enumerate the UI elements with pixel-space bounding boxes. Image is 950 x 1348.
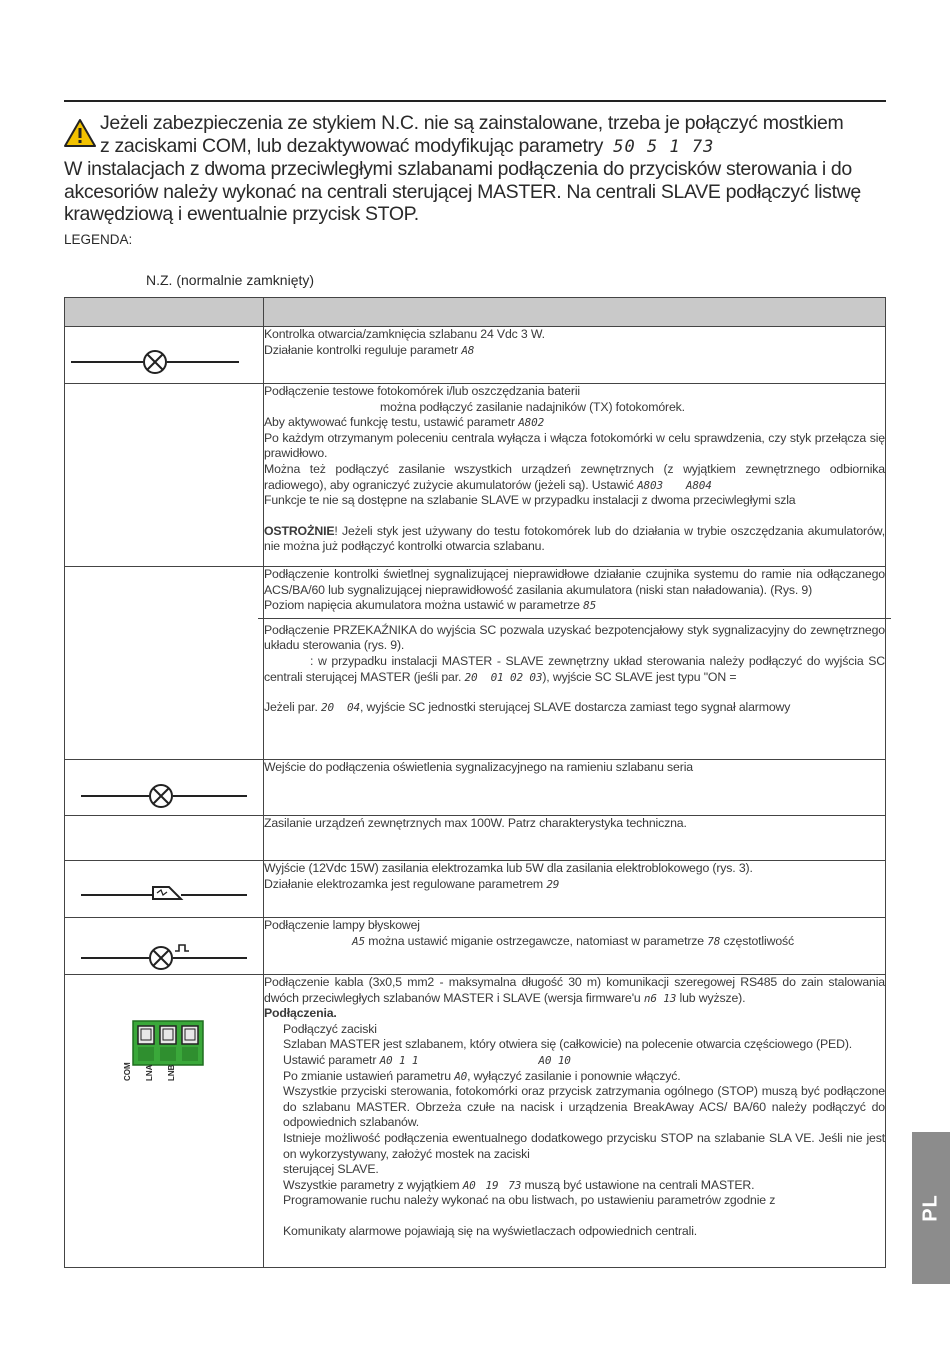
desc-fragment: Wszystkie parametry z wyjątkiem [283, 1177, 460, 1192]
param-code: 01 02 03 [490, 670, 543, 684]
desc-fragment: Poziom napięcia akumulatora można ustawić w parametrze [264, 598, 580, 613]
param-code: 04 [347, 701, 360, 715]
param-code: A0 [454, 1069, 468, 1083]
intro-line2 [64, 135, 886, 159]
desc-fragment: Jeżeli par. [264, 700, 318, 715]
symbol-cell [65, 327, 264, 384]
desc-text [264, 462, 885, 493]
intro-line2-text: z zaciskami COM, lub dezaktywować modyfikując parametry [100, 134, 604, 157]
desc-fragment: Można też podłączyć zasilanie wszystkich urządzeń zewnętrznych (z wyjątkiem zewnętrznego odbiornika radiowego), aby ograniczyć zużycie akumulatorów (jeżeli są). Ustawić [264, 461, 885, 492]
flashing-lamp-symbol-icon [81, 942, 249, 970]
param-code: A804 [685, 478, 712, 492]
desc-fragment: Ustawić parametr [283, 1052, 377, 1067]
param-code: 29 [546, 877, 560, 891]
desc-subsection [258, 567, 891, 618]
desc-text: Istnieje możliwość podłączenia ewentualnego dodatkowego przycisku STOP na szlabanie SLA VE. Jeśli nie jest on wykorzystywany, założyć mostek na zaciski [283, 1130, 885, 1161]
param-code: A0 10 [538, 1053, 571, 1067]
desc-text: Kontrolka otwarcia/zamknięcia szlabanu 24 Vdc 3 W. [264, 327, 545, 341]
desc-text [264, 877, 885, 893]
param-code: 20 [464, 670, 478, 684]
param-code: 78 [707, 934, 721, 948]
desc-text: sterującej SLAVE. [283, 1162, 379, 1177]
param-code: A803 [637, 478, 663, 492]
desc-fragment: ), wyjście SC SLAVE jest typu "ON = [542, 669, 737, 684]
table-row [65, 861, 886, 918]
table-row [65, 918, 886, 975]
spacer [264, 685, 885, 700]
desc-fragment: : w przypadku instalacji MASTER - SLAVE zewnętrzny układ sterowania należy podłączyć do wyjścia SC centrali sterującej MASTER (jeśli par. [264, 653, 885, 684]
desc-text: Podłączyć zaciski [283, 1021, 377, 1036]
desc-text: można podłączyć zasilanie nadajników (TX) fotokomórek. [380, 399, 685, 414]
desc-text [264, 975, 885, 1006]
legend-label: LEGENDA: [64, 232, 133, 247]
param-code: A802 [518, 416, 545, 430]
desc-text: Funkcje te nie są dostępne na szlabanie SLAVE w przypadku instalacji z dwoma przeciwległymi szla [264, 493, 796, 508]
desc-text: Po każdym otrzymanym poleceniu centrala wyłącza i włącza fotokomórki w celu sprawdzenia, czy styk przełącza się prawidłowo. [264, 430, 885, 461]
symbol-cell [65, 861, 264, 918]
param-code: A5 [352, 934, 365, 948]
desc-fragment: , wyłączyć zasilanie i ponownie włączyć. [467, 1068, 681, 1083]
table-row [65, 567, 886, 760]
desc-text [264, 1053, 885, 1069]
desc-fragment: Działanie kontrolki reguluje parametr [264, 342, 459, 357]
intro-para2: W instalacjach z dwoma przeciwległymi szlabanami podłączenia do przycisków sterowania i do akcesoriów należy wykonać na centrali sterującej MASTER. Na centrali SLAVE podłączyć listwę krawędziową i ewentualnie przycisk STOP. [64, 158, 861, 225]
table-row [65, 760, 886, 816]
desc-fragment: Działanie elektrozamka jest regulowane parametrem [264, 876, 544, 891]
param-code: A0 [462, 1178, 476, 1192]
param-code: A8 [461, 343, 475, 357]
description-cell [264, 918, 886, 975]
table-row [65, 816, 886, 861]
desc-fragment: , wyjście SC jednostki sterującej SLAVE dostarcza zamiast tego sygnał alarmowy [359, 700, 791, 715]
desc-text: Podłączenie lampy błyskowej [264, 918, 420, 932]
desc-text [264, 524, 885, 555]
nz-label: N.Z. (normalnie zamknięty) [146, 272, 315, 288]
language-tab [912, 1132, 950, 1284]
desc-text: Komunikaty alarmowe pojawiają się na wyświetlaczach odpowiednich centrali. [283, 1223, 698, 1238]
intro-line1: Jeżeli zabezpieczenia ze stykiem N.C. nie są zainstalowane, trzeba je połączyć mostkiem [100, 112, 844, 134]
symbol-cell [65, 918, 264, 975]
table-row [65, 975, 886, 1268]
header-cell-symbol [65, 298, 264, 327]
legend-table [64, 297, 886, 1268]
symbol-cell [65, 567, 264, 760]
desc-text: Wszystkie przyciski sterowania, fotokomórki oraz przycisk zatrzymania ogólnego (STOP) muszą być podłączone do szlabanu MASTER. Obrzeża czułe na nacisk i urządzenia BreakAway ACS/ BA/60 należy podłączyć do odpowiednich szlabanów. [283, 1084, 885, 1130]
desc-fragment: Aby aktywować funkcję testu, ustawić parametr [264, 415, 515, 430]
param-code: 19 [485, 1178, 499, 1192]
desc-text [264, 934, 885, 950]
desc-text [264, 598, 885, 614]
desc-fragment: Po zmianie ustawień parametru [283, 1068, 451, 1083]
desc-subsection [258, 618, 891, 720]
desc-fragment: ! Jeżeli styk jest używany do testu fotokomórek lub do działania w trybie oszczędzania akumulatorów, nie można już podłączyć kontrolki otwarcia szlabanu. [264, 523, 885, 554]
table-row [65, 384, 886, 567]
desc-text [264, 1178, 885, 1194]
desc-text: Podłączenie kontrolki świetlnej sygnalizującej nieprawidłowe działanie czujnika systemu do ramie nia odłączanego ACS/BA/60 lub sygnalizującej nieprawidłowość zasilania akumulatora (niski stan naładowania). (Rys. 9) [264, 567, 885, 597]
electric-lock-symbol-icon [81, 883, 249, 907]
description-cell [264, 567, 886, 760]
desc-text: Wejście do podłączenia oświetlenia sygnalizacyjnego na ramieniu szlabanu seria [264, 760, 693, 774]
intro-line2-codes: 50 5 1 73 [613, 136, 715, 157]
symbol-cell [65, 816, 264, 861]
header-cell-description [264, 298, 886, 327]
description-cell [264, 327, 886, 384]
desc-heading-text: Podłączenia. [264, 1006, 337, 1021]
terminal-label-com: COM [123, 1062, 132, 1081]
desc-text [264, 415, 885, 431]
desc-fragment: muszą być ustawione na centrali MASTER. [524, 1177, 755, 1192]
description-cell [264, 384, 886, 567]
desc-fragment: lub wyższe). [679, 990, 746, 1005]
spacer [264, 1209, 885, 1224]
description-cell [264, 760, 886, 816]
param-code: A0 1 1 [379, 1053, 419, 1067]
table-header [65, 298, 886, 327]
param-code: 73 [508, 1178, 522, 1192]
description-cell [264, 975, 886, 1268]
lamp-symbol-icon [71, 349, 241, 375]
desc-text: Podłączenie PRZEKAŹNIKA do wyjścia SC pozwala uzyskać bezpotencjałowy styk sygnalizacyjny do zewnętrznego układu sterowania (rys. 9). [264, 622, 885, 653]
description-cell [264, 816, 886, 861]
desc-text: Szlaban MASTER jest szlabanem, który otwiera się (całkowicie) na polecenie otwarcia częściowego (PED). [283, 1037, 853, 1052]
desc-text [264, 343, 885, 359]
language-tab-label: PL [919, 1194, 942, 1222]
terminal-label-lnb: LNB [167, 1064, 176, 1081]
desc-text [264, 1069, 885, 1085]
desc-text [264, 700, 885, 716]
param-code: 20 [321, 701, 334, 715]
desc-text [264, 654, 885, 685]
desc-text: Programowanie ruchu należy wykonać na obu listwach, po ustawieniu parametrów zgodnie z [283, 1193, 776, 1208]
param-code: 85 [583, 599, 597, 613]
desc-fragment: częstotliwość [723, 933, 795, 948]
desc-text: Zasilanie urządzeń zewnętrznych max 100W. Patrz charakterystyka techniczna. [264, 816, 687, 830]
intro-text [64, 112, 886, 226]
top-rule [64, 100, 886, 102]
description-cell [264, 861, 886, 918]
param-code: n6 13 [643, 991, 677, 1005]
terminal-label-lna: LNA [145, 1064, 154, 1081]
desc-heading [264, 1006, 885, 1022]
symbol-cell [65, 975, 264, 1268]
desc-text: Podłączenie testowe fotokomórek i/lub oszczędzania baterii [264, 384, 580, 398]
symbol-cell [65, 760, 264, 816]
symbol-cell [65, 384, 264, 567]
desc-text: Wyjście (12Vdc 15W) zasilania elektrozamka lub 5W dla zasilania elektroblokowego (rys. 3). [264, 861, 753, 875]
table-row [65, 327, 886, 384]
warning-bold: OSTROŻNIE [264, 523, 335, 538]
lamp-symbol-icon [81, 783, 249, 809]
spacer [264, 509, 885, 524]
desc-fragment: Podłączenie kabla (3x0,5 mm2 - maksymalna długość 30 m) komunikacji szeregowej RS485 do zain stalowania dwóch przeciwległych szlabanów MASTER i SLAVE (wersja firmware'u [264, 975, 885, 1005]
desc-fragment: można ustawić miganie ostrzegawcze, natomiast w parametrze [368, 933, 704, 948]
